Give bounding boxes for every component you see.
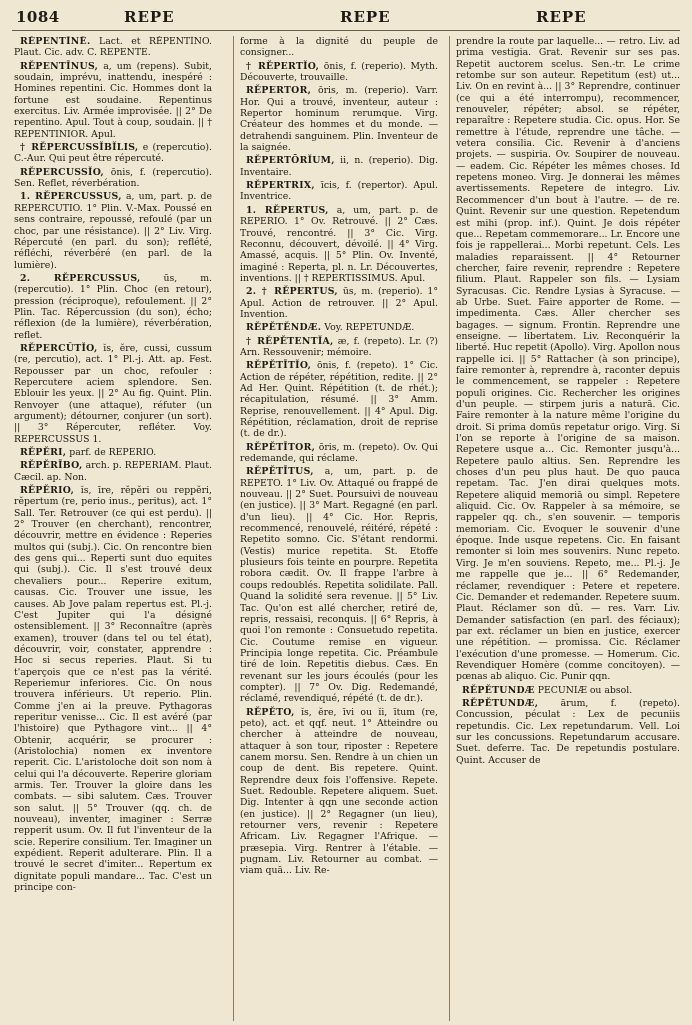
entry-text: æ, f. (repeto). Lr. (?) Arn. Ressouvenir; mémoire.: [240, 335, 438, 358]
column-3: [456, 36, 680, 1021]
entry-headword: RĔPERTRIX,: [246, 180, 315, 192]
entry-headword: 1. RĔPERTUS,: [246, 204, 329, 216]
dictionary-entry: [240, 442, 438, 465]
entry-headword: 2. RĔPERCUSSUS,: [20, 272, 141, 284]
entry-text: a, um, part. p. de REPETO. 1° Liv. Ov. Attaqué ou frappé de nouveau. || 2° Suet. Poursuivi de nouveau (en justice). || 3° Mart. Regagné (en parl. d'un lieu). || 4° Cic. Hor. Repris, recommencé, renouvelé, réitéré, répété : Repetito somno. Cic. S'étant rendormi. (Vestis) murice repetita. St. Etoffe plusieurs fois teinte en pourpre. Repetita robora cædit. Ov. Il frappe l'arbre à coups redoublés. Repetita solidilate. Pall. Quand la solidité sera revenue. || 5° Liv. Tac. Qu'on est allé chercher, retiré de, repris, ressaisi, reconquis. || 6° Repris, à quoi l'on remonte : Consuetudo repetita. Cic. Coutume remise en vigueur. Principia longe repetita. Cic. Préambule tiré de loin. Repetitis diebus. Cæs. En revenant sur les jours écoulés (pour les compter). || 7° Ov. Dig. Redemandé, réclamé, revendiqué, répété (t. de dr.).: [240, 466, 438, 705]
entry-text: parf. de REPERIO.: [69, 447, 157, 459]
entry-headword: † RĔPERTĬO,: [246, 60, 320, 72]
dictionary-entry: [240, 707, 438, 877]
entry-headword: 2. † RĔPERTUS,: [246, 286, 338, 298]
guide-word-left: REPE: [124, 8, 175, 26]
dictionary-entry: [240, 180, 438, 203]
header-rule: [12, 30, 680, 31]
entry-text: ōnis, f. (reperio). Myth. Découverte, trouvaille.: [240, 60, 438, 84]
dictionary-entry: [456, 36, 680, 683]
entry-headword: RĔPĔTĪTĬO,: [246, 360, 312, 372]
dictionary-entry: [14, 460, 212, 483]
column-1: [14, 36, 212, 1021]
entry-text: Lact. et RĔPENTĪNO. Plaut. Cic. adv. C. REPENTE.: [14, 36, 212, 59]
entry-text: ōnis, f. (repeto). 1° Cic. Action de répéter, répétition, redite. || 2° Ad Her. Quint. Répétition (t. de rhét.); récapitulation, résumé. || 3° Amm. Reprise, renouvellement. || 4° Apul. Dig. Répétition, réclamation, droit de reprise (t. de dr.).: [240, 360, 438, 440]
dictionary-entry: [14, 447, 212, 458]
entry-text: īcis, f. (repertor). Apul. Inventrice.: [240, 180, 438, 203]
entry-text: ii, n. (reperio). Dig. Inventaire.: [240, 155, 438, 178]
entry-text: ĭs, ĕre, cussi, cussum (re, percutio), act. 1° Pl.-j. Att. ap. Fest. Repousser par un choc, refouler : Repercutere aciem splendore. Sen. Eblouir les yeux. || 2° Au fig. Quint. Plin. Renvoyer (une attaque), réfuter (un argument); détourner, conjurer (un sort). || 3° Répercuter, refléter. Voy. REPERCUSSUS 1.: [14, 342, 212, 445]
entry-text: ōris, m. (reperio). Varr. Hor. Qui a trouvé, inventeur, auteur : Repertor hominum rerumque. Virg. Créateur des hommes et du monde. — detrahendi sanguinem. Plin. Inventeur de la saignée.: [240, 85, 438, 154]
dictionary-entry: [14, 273, 212, 341]
column-divider: [233, 36, 234, 1021]
entry-text: a, um, part. p. de REPERCUTIO. 1° Plin. V.-Max. Poussé en sens contraire, repoussé, refoulé (par un choc, par une résistance). || 2° Liv. Virg. Répercuté (en parl. du son); reflété, réfléchi, réverbéré (en parl. de la lumière).: [14, 191, 212, 271]
entry-text: ĭs, īre, rĕpĕri ou reppĕri, rĕpertum (re, perio inus., peritus), act. 1° Sall. Ter. Retrouver (ce qui est perdu). || 2° Trouver (en cherchant), rencontrer, découvrir, mettre en évidence : Reperies multos qui (subj.). Cic. On rencontre bien des gens qui... Reperti sunt duo equites qui (subj.). Cic. Il s'est trouvé deux chevaliers pour... Reperire exitum, causas. Cic. Trouver une issue, les causes. Ab Jove palam repertus est. Pl.-j. C'est Jupiter qui l'a désigné ostensiblement. || 3° Reconnaître (après examen), trouver (dans tel ou tel état), découvrir, voir, constater, apprendre : Hoc si secus reperies. Plaut. Si tu t'aperçois que ce n'est pas la vérité. Reperiemur inferiores. Cic. On nous trouvera inférieurs. Ut reperio. Plin. Comme j'en ai la preuve. Pythagoras reperitur venisse... Cic. Il est avéré (par l'histoire) que Pythagore vint... || 4° Obtenir, acquérir, se procurer : (Aristolochia) nomen ex inventore reperit. Cic. L'aristoloche doit son nom à celui qui l'a découverte. Reperire gloriam armis. Ter. Trouver la gloire dans les combats. — sibi salutem. Cæs. Trouver son salut. || 5° Trouver (qq. ch. de nouveau), inventer, imaginer : Serræ repperit usum. Ov. Il fut l'inventeur de la scie. Reperire consilium. Ter. Imaginer un expédient. Reperit adulterare. Plin. Il a trouvé le secret d'imiter... Repertum ex dignitate populi mandare... Tac. C'est un principe con-: [14, 485, 212, 894]
dictionary-entry: [14, 191, 212, 270]
entry-headword: RĔPĔTUNDÆ,: [462, 697, 539, 709]
dictionary-entry: [240, 85, 438, 153]
entry-headword: RĔPĔRĪBO,: [20, 460, 83, 472]
entry-headword: RĔPĔTO,: [246, 706, 295, 718]
entry-text: PECUNIÆ ou absol.: [537, 684, 633, 696]
dictionary-entry: [14, 343, 212, 445]
entry-text: a, um (repens). Subit, soudain, imprévu, inattendu, inespéré : Homines repentini. Cic. Hommes dont la fortune est soudaine. Repentinus exercitus. Liv. Armée improvisée. || 2° De repentino. Apul. Tout à coup, soudain. || † REPENTINIOR. Apul.: [14, 60, 212, 140]
dictionary-entry: [14, 142, 212, 165]
entry-headword: RĔPENTĪNUS,: [20, 60, 99, 72]
entry-headword: † RĔPERCUSSĬBĬLIS,: [20, 142, 139, 154]
dictionary-entry: [14, 485, 212, 893]
dictionary-entry: [240, 61, 438, 84]
entry-text: e (repercutio). C.-Aur. Qui peut être répercuté.: [14, 142, 212, 165]
dictionary-entry: [240, 205, 438, 284]
entry-headword: 1. RĔPERCUSSUS,: [20, 191, 122, 203]
dictionary-entry: [240, 360, 438, 439]
entry-text: forme à la dignité du peuple de consigner...: [240, 36, 438, 59]
entry-text: ōris, m. (repeto). Ov. Qui redemande, qui réclame.: [240, 441, 438, 465]
entry-headword: RĔPĔTUNDÆ: [462, 684, 535, 696]
entry-headword: RĔPERTOR,: [246, 85, 312, 97]
dictionary-entry: [456, 685, 680, 696]
dictionary-entry: [14, 36, 212, 59]
entry-text: ōnis, f. (repercutio). Sen. Reflet, réverbération.: [14, 166, 212, 190]
entry-text: a, um, part. p. de REPERIO. 1° Ov. Retrouvé. || 2° Cæs. Trouvé, rencontré. || 3° Cic. Virg. Reconnu, découvert, dévoilé. || 4° Virg. Amassé, acquis. || 5° Plin. Ov. Inventé, imaginé : Reperta, pl. n. Lr. Découvertes, inventions. || † REPERTISSIMUS. Apul.: [240, 204, 438, 284]
entry-text: prendre la route par laquelle... — retro. Liv. ad prima vestigia. Grat. Revenir sur ses pas. Repetit auctorem scelus. Sen.-tr. Le crime retombe sur son auteur. Repetitum (est) ut... Liv. On en revint à... || 3° Reprendre, continuer (ce qui a été interrompu), recommencer, renouveler, répéter; absol. se répéter, reparaître : Repetere studia. Cic. opus. Hor. Se remettre à l'étude, reprendre une tâche. — vetera consilia. Cic. Revenir à d'anciens projets. — suspiria. Ov. Soupirer de nouveau. — eadem. Cic. Répéter les mêmes choses. Id repetens moneo. Virg. Je donnerai les mêmes avertissements. Repetere de integro. Liv. Recommencer d'un bout à l'autre. — de re. Quint. Revenir sur une question. Repetendum est mihi (prop. inf.). Quint. Je dois répéter que... Repetam commemorare... Lr. Encore une fois je rappellerai... Morbi repetunt. Cels. Les maladies reparaissent. || 4° Retourner chercher, faire revenir, reprendre : Repetere filium. Plaut. Rappeler son fils. — Lysiam Syracusas. Cic. Rendre Lysias à Syracuse. — ab Urbe. Suet. Faire apporter de Rome. — impedimenta. Cæs. Aller chercher ses bagages. — signum. Frontin. Reprendre une enseigne. — libertatem. Liv. Reconquérir la liberté. Huc repetit (Apollo). Virg. Apollon nous rappelle ici. || 5° Rattacher (à son principe), faire remonter à, reprendre à, raconter depuis le commencement, se rappeler : Repetere populi origines. Cic. Rechercher les origines d'un peuple. — stirpem juris a naturā. Cic. Faire remonter à la nature même l'origine du droit. Si prima domūs repetatur origo. Virg. Si l'on se reporte à l'origine de sa maison. Repetere usque a... Cic. Remonter jusqu'à... Repetere paulo altius. Sen. Reprendre les choses d'un peu plus haut. De quo pauca repetam. Tac. J'en dirai quelques mots. Repetere aliquid memoriā ou simpl. Repetere aliquid. Cic. Ov. Rappeler à sa mémoire, se rappeler qq. ch., s'en souvenir. — temporis memoriam. Cic. Evoquer le souvenir d'une époque. Inde usque repetens. Cic. En faisant remonter si loin mes souvenirs. Nunc repeto. Virg. Je m'en souviens. Repeto, me... Pl.-j. Je me rappelle que je... || 6° Redemander, réclamer, revendiquer : Petere et repetere. Cic. Demander et redemander. Repetere suum. Plaut. Réclamer son dû. — res. Varr. Liv. Demander satisfaction (en parl. des féciaux); par ext. réclamer un bien en justice, exercer une répétition. — promissa. Cic. Réclamer l'exécution d'une promesse. — Homerum. Cic. Revendiquer Homère (comme concitoyen). — pœnas ab aliquo. Cic. Punir qqn.: [456, 36, 680, 683]
column-divider: [449, 36, 450, 1021]
dictionary-entry: [240, 322, 438, 333]
dictionary-entry: [14, 61, 212, 140]
entry-headword: RĔPĔRI,: [20, 447, 67, 459]
guide-word-middle: REPE: [340, 8, 391, 26]
entry-headword: RĔPĔRIO,: [20, 485, 75, 497]
entry-text: arch. p. REPERIAM. Plaut. Cæcil. ap. Non.: [14, 460, 212, 483]
entry-headword: † RĔPĔTENTĬA,: [246, 335, 334, 347]
entry-headword: RĔPĔTĪTUS,: [246, 466, 314, 478]
column-2: [240, 36, 438, 1021]
entry-text: ūs, m. (reperio). 1° Apul. Action de retrouver. || 2° Apul. Invention.: [240, 286, 438, 320]
dictionary-entry: [240, 36, 438, 59]
entry-headword: RĔPERTŌRĬUM,: [246, 155, 335, 167]
dictionary-entry: [240, 286, 438, 320]
entry-headword: RĔPĔTĪTOR,: [246, 441, 316, 453]
entry-text: ārum, f. (repeto). Concussion, péculat : Lex de pecuniis repetundis. Cic. Lex repetundarum. Vell. Loi sur les concussions. Repetundarum accusare. Suet. deferre. Tac. De repetundis postulare. Quint. Accuser de: [456, 697, 680, 766]
dictionary-entry: [14, 167, 212, 190]
dictionary-entry: [240, 336, 438, 359]
entry-headword: RĔPERCŬTĬO,: [20, 342, 98, 354]
guide-word-right: REPE: [536, 8, 587, 26]
entry-text: ūs, m. (repercutio). 1° Plin. Choc (en retour), pression (réciproque), refoulement. || 2° Plin. Tac. Répercussion (du son), écho; réflexion (de la lumière), réverbération, reflet.: [14, 272, 212, 341]
entry-text: ĭs, ĕre, īvi ou ĭi, ītum (re, peto), act. et qqf. neut. 1° Atteindre ou chercher à atteindre de nouveau, attaquer à son tour, riposter : Repetere canem morsu. Sen. Rendre à un chien un coup de dent. Bis repetere. Quint. Reprendre deux fois l'offensive. Repete. Suet. Redouble. Repetere aliquem. Suet. Dig. Intenter à qqn une seconde action (en justice). || 2° Regagner (un lieu), retourner vers, revenir : Repetere Africam. Liv. Regagner l'Afrique. — præsepia. Virg. Rentrer à l'étable. — pugnam. Liv. Retourner au combat. — viam quā... Liv. Re-: [240, 706, 438, 877]
entry-headword: RĔPENTĪNĒ.: [20, 36, 91, 47]
entry-text: Voy. REPETUNDÆ.: [324, 322, 415, 334]
entry-headword: RĔPĔTĔNDÆ.: [246, 322, 322, 334]
dictionary-entry: [240, 155, 438, 178]
dictionary-entry: [240, 466, 438, 704]
page-number: 1084: [16, 8, 60, 26]
entry-headword: RĔPERCUSSĬO,: [20, 166, 105, 178]
dictionary-entry: [456, 698, 680, 766]
